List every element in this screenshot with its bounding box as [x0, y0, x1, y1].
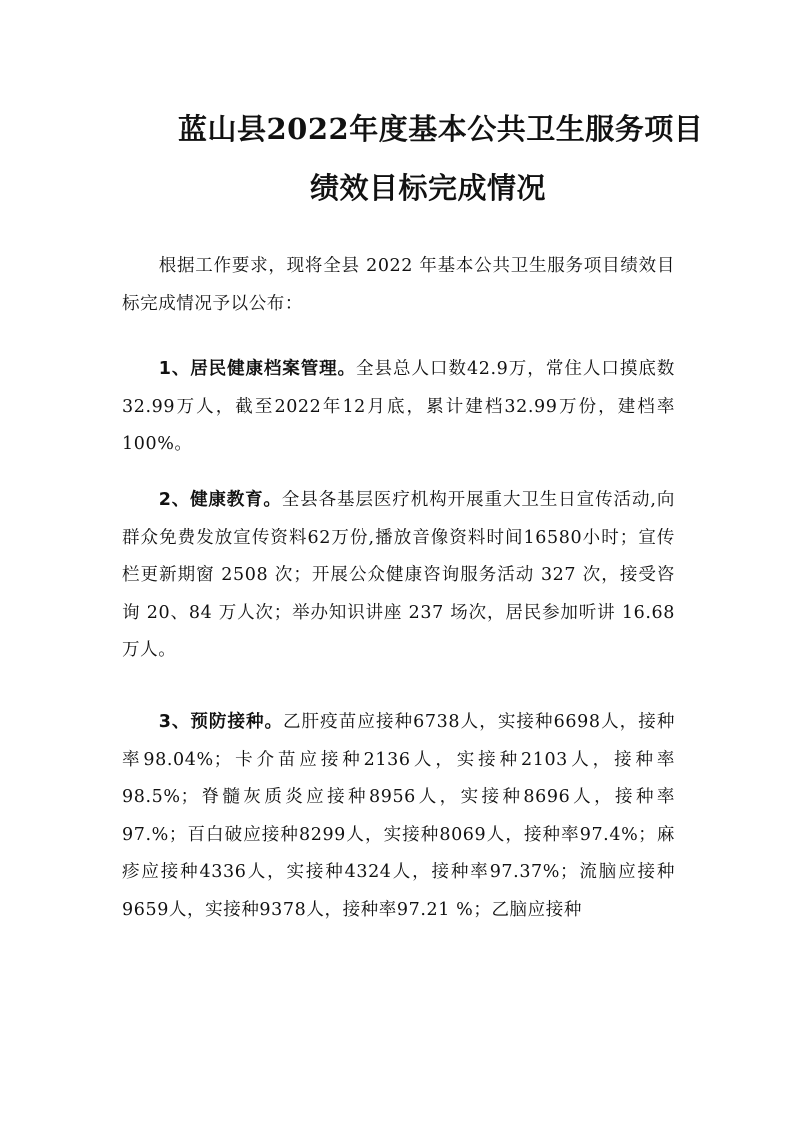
- section-heading: 2、健康教育。: [158, 490, 282, 510]
- document-title-line-2: 绩效目标完成情况: [310, 171, 547, 205]
- section-health-education: [122, 482, 675, 670]
- section-vaccination: [122, 704, 675, 929]
- section-heading: 1、居民健康档案管理。: [158, 359, 356, 379]
- section-heading: 3、预防接种。: [158, 712, 283, 732]
- section-body: 全县总人口数42.9万，常住人口摸底数32.99万人，截至2022年12月底，累计建档32.99万份，建档率100%。: [122, 359, 675, 454]
- section-body: 全县各基层医疗机构开展重大卫生日宣传活动,向群众免费发放宣传资料62万份,播放音像资料时间16580小时；宣传栏更新期窗 2508 次；开展公众健康咨询服务活动 327 次，接受咨询 20、84 万人次；举办知识讲座 237 场次，居民参加听讲 16.68 万人。: [122, 490, 675, 660]
- document-title-line-1: 蓝山县2022年度基本公共卫生服务项目: [178, 112, 704, 146]
- intro-paragraph: 根据工作要求，现将全县 2022 年基本公共卫生服务项目绩效目标完成情况予以公布：: [122, 256, 675, 314]
- section-health-records: [122, 351, 675, 464]
- section-body: 乙肝疫苗应接种6738人，实接种6698人，接种率98.04%；卡介苗应接种2136人，实接种2103人，接种率98.5%；脊髓灰质炎应接种8956人，实接种8696人，接种率97.%；百白破应接种8299人，实接种8069人，接种率97.4%；麻疹应接种4336人，实接种4324人，接种率97.37%；流脑应接种9659人，实接种9378人，接种率97.21 %；乙脑应接种: [122, 712, 675, 920]
